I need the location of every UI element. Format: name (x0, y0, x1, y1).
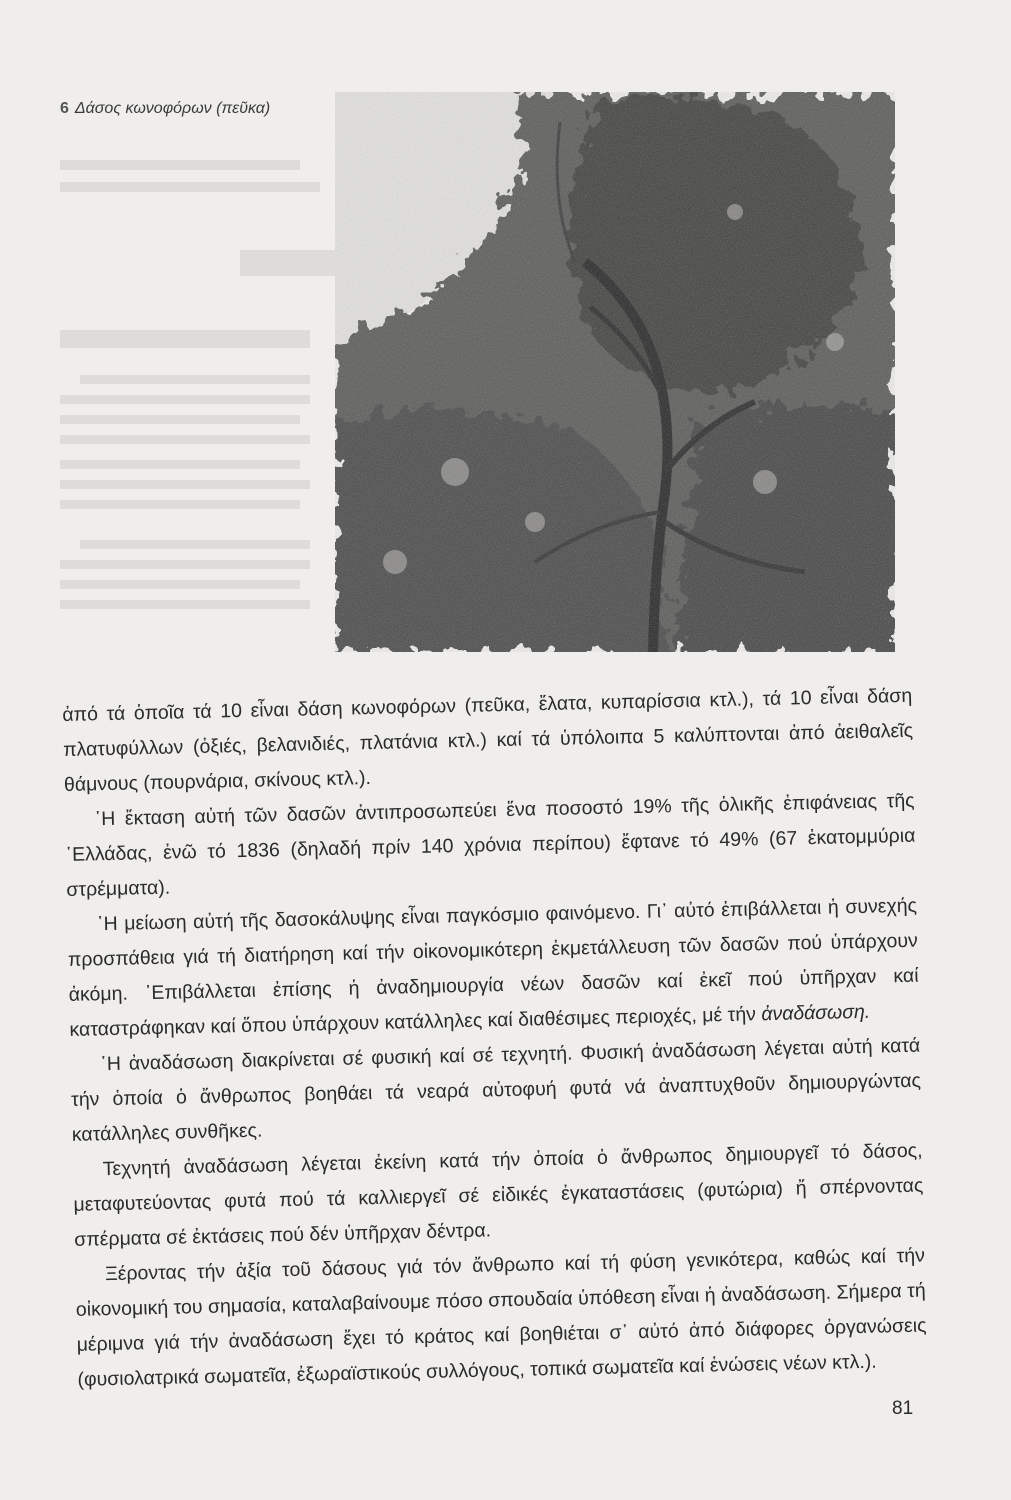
page-number: 81 (892, 1398, 914, 1419)
paragraph: ῾Η ἔκταση αὐτή τῶν δασῶν ἀντιπροσωπεύει ἕνα ποσοστό 19% τῆς ὁλικῆς ἐπιφάνειας τῆς ῾Ελλάδας, ἐνῶ τό 1836 (δηλαδή πρίν 140 χρόνια περίπου) ἔφτανε τό 49% (67 ἑκατομμύρια στρέμματα). (65, 789, 916, 901)
body-text (62, 679, 928, 1398)
paragraph: ἀπό τά ὁποῖα τά 10 εἶναι δάση κωνοφόρων (πεῦκα, ἔλατα, κυπαρίσσια κτλ.), τά 10 εἶναι δάση πλατυφύλλων (ὀξιές, βελανιδιές, πλατάνια κτλ.) καί τά ὑπόλοιπα 5 καλύπτονται ἀπό ἀειθαλεῖς θάμνους (πουρνάρια, σκίνους κτλ.). (62, 684, 914, 796)
figure-caption (60, 100, 270, 118)
paragraph: Ξέροντας τήν ἀξία τοῦ δάσους γιά τόν ἄνθρωπο καί τή φύση γενικότερα, καθώς καί τήν οἰκονομική του σημασία, καταλαβαίνουμε πόσο σπουδαία ὑπόθεση εἶναι ἡ ἀναδάσωση. Σήμερα τή μέριμνα γιά τήν ἀναδάσωση ἔχει τό κράτος καί βοηθιέται σ᾽ αὐτό ἀπό διάφορες ὀργανώσεις (φυσιολατρικά σωματεῖα, ἐξωραϊστικούς συλλόγους, τοπικά σωματεῖα καί ἑνώσεις νέων κτλ.). (75, 1244, 927, 1391)
emphasized-term: ἀναδάσωση. (761, 1000, 871, 1026)
figure-number: 6 (60, 100, 69, 117)
paragraph (67, 889, 920, 1048)
pine-tree-photo (335, 92, 895, 652)
figure-caption-text: Δάσος κωνοφόρων (πεῦκα) (74, 100, 271, 117)
paragraph: Τεχνητή ἀναδάσωση λέγεται ἐκείνη κατά τήν ὁποία ὁ ἄνθρωπος δημιουργεῖ τό δάσος, μεταφυτεύοντας φυτά πού τά καλλιεργεῖ σέ εἰδικές ἐγκαταστάσεις (φυτώρια) ἤ σπέρνοντας σπέρματα σέ ἐκτάσεις πού δέν ὑπῆρχαν δέντρα. (73, 1139, 924, 1251)
paragraph-text: ῾Η μείωση αὐτή τῆς δασοκάλυψης εἶναι παγκόσμιο φαινόμενο. Γι᾽ αὐτό ἐπιβάλλεται ἡ συνεχής προσπάθεια γιά τή διατήρηση καί τήν οἰκονομικότερη ἐκμετάλλευση τῶν δασῶν πού ὑπάρχουν ἀκόμη. ᾽Επιβάλλεται ἐπίσης ἡ ἀναδημιουργία νέων δασῶν καί ἐκεῖ πού ὑπῆρχαν καί καταστράφηκαν καί ὅπου ὑπάρχουν κατάλληλες καί διαθέσιμες περιοχές, μέ τήν (67, 894, 919, 1041)
paragraph: ῾Η ἀναδάσωση διακρίνεται σέ φυσική καί σέ τεχνητή. Φυσική ἀναδάσωση λέγεται αὐτή κατά τήν ὁποία ὁ ἄνθρωπος βοηθάει τά νεαρά αὐτοφυή φυτά νά ἀναπτυχθοῦν δημιουργώντας κατάλληλες συνθῆκες. (70, 1034, 922, 1146)
